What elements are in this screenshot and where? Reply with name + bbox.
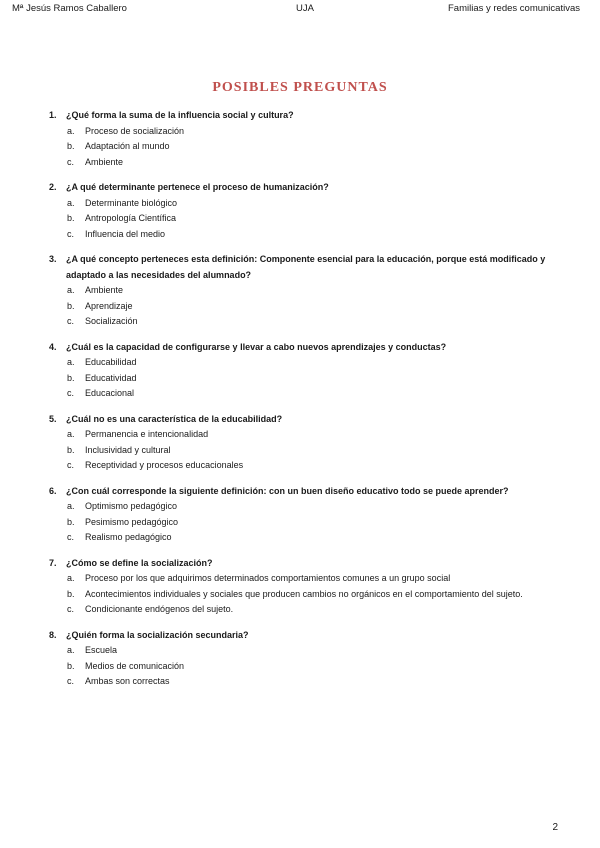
page-title: POSIBLES PREGUNTAS <box>212 80 388 95</box>
answer-option <box>0 530 600 546</box>
option-text: Determinante biológico <box>85 197 178 208</box>
question-label: ¿Cómo se define la socialización? <box>66 557 213 568</box>
question-item <box>0 484 600 546</box>
option-text: Socialización <box>85 316 138 326</box>
answer-option <box>0 227 600 243</box>
option-text: Ambiente <box>85 156 124 167</box>
question-text <box>0 412 600 428</box>
answer-option <box>0 602 600 618</box>
option-text: Condicionante endógenos del sujeto. <box>85 604 234 614</box>
option-text: Adaptación al mundo <box>85 141 170 151</box>
question-number: 4. <box>49 341 57 352</box>
question-item <box>0 180 600 242</box>
option-letter: b. <box>67 588 75 599</box>
answer-option <box>0 196 600 212</box>
question-label: ¿Qué forma la suma de la influencia social y cultura? <box>66 110 294 120</box>
option-text: Educabilidad <box>85 357 137 367</box>
question-number: 2. <box>49 182 57 192</box>
question-item <box>0 628 600 690</box>
answer-option <box>0 283 600 299</box>
question-text <box>0 252 600 283</box>
question-number: 8. <box>49 629 57 640</box>
question-number: 7. <box>49 557 57 568</box>
option-letter: c. <box>67 228 75 239</box>
answer-option <box>0 515 600 531</box>
question-text <box>0 484 600 500</box>
answer-option <box>0 674 600 690</box>
question-number: 3. <box>49 254 57 264</box>
option-letter: b. <box>67 213 75 223</box>
option-letter: b. <box>67 300 75 311</box>
page-header <box>12 3 580 17</box>
question-item <box>0 340 600 402</box>
answer-option <box>0 139 600 155</box>
header-subject: Familias y redes comunicativas <box>448 3 580 14</box>
question-number: 5. <box>49 413 57 424</box>
option-text: Permanencia e intencionalidad <box>85 429 209 439</box>
option-text: Influencia del medio <box>85 228 166 239</box>
question-text <box>0 628 600 644</box>
answer-option <box>0 571 600 587</box>
option-text: Realismo pedagógico <box>85 532 172 542</box>
option-text: Educacional <box>85 388 135 398</box>
answer-option <box>0 155 600 171</box>
question-text <box>0 180 600 196</box>
option-letter: a. <box>67 357 75 367</box>
question-text <box>0 556 600 572</box>
answer-option <box>0 643 600 659</box>
option-text: Pesimismo pedagógico <box>85 516 179 527</box>
question-number: 6. <box>49 485 57 496</box>
option-letter: a. <box>67 429 75 439</box>
option-text: Ambiente <box>85 285 124 295</box>
option-letter: c. <box>67 156 75 167</box>
option-letter: c. <box>67 460 75 470</box>
question-text <box>0 340 600 356</box>
answer-option <box>0 587 600 603</box>
answer-option <box>0 499 600 515</box>
option-letter: c. <box>67 316 75 326</box>
question-list <box>0 108 600 700</box>
option-letter: c. <box>67 532 75 542</box>
question-text <box>0 108 600 124</box>
option-letter: a. <box>67 645 75 655</box>
question-label: ¿Cuál es la capacidad de configurarse y llevar a cabo nuevos aprendizajes y conductas? <box>66 341 447 352</box>
answer-option <box>0 659 600 675</box>
option-letter: a. <box>67 125 75 136</box>
option-text: Proceso de socialización <box>85 125 185 136</box>
option-letter: b. <box>67 444 75 455</box>
option-text: Optimismo pedagógico <box>85 501 178 511</box>
option-letter: a. <box>67 285 75 295</box>
question-item <box>0 108 600 170</box>
question-item <box>0 412 600 474</box>
option-letter: c. <box>67 676 75 686</box>
answer-option <box>0 314 600 330</box>
answer-option <box>0 299 600 315</box>
question-label: ¿Con cuál corresponde la siguiente definición: con un buen diseño educativo todo se puede aprender? <box>66 485 509 496</box>
option-text: Aprendizaje <box>85 300 133 311</box>
option-letter: a. <box>67 197 75 208</box>
option-text: Escuela <box>85 645 118 655</box>
answer-option <box>0 427 600 443</box>
option-text: Medios de comunicación <box>85 660 185 671</box>
option-letter: a. <box>67 573 75 583</box>
header-institution: UJA <box>296 3 314 14</box>
option-letter: b. <box>67 141 75 151</box>
question-label: ¿A qué determinante pertenece el proceso de humanización? <box>66 182 329 192</box>
option-letter: b. <box>67 516 75 527</box>
answer-option <box>0 458 600 474</box>
header-author: Mª Jesús Ramos Caballero <box>12 3 127 14</box>
option-text: Acontecimientos individuales y sociales que producen cambios no orgánicos en el comportamiento del sujeto. <box>85 588 523 599</box>
option-text: Antropología Científica <box>85 213 177 223</box>
page-number: 2 <box>552 822 558 833</box>
option-letter: a. <box>67 501 75 511</box>
answer-option <box>0 355 600 371</box>
answer-option <box>0 386 600 402</box>
option-letter: b. <box>67 372 75 383</box>
question-label: ¿A qué concepto perteneces esta definición: Componente esencial para la educación, porque está modificado y adaptado a las necesidades del alumnado? <box>66 254 546 280</box>
option-letter: c. <box>67 604 75 614</box>
answer-option <box>0 211 600 227</box>
option-letter: b. <box>67 660 75 671</box>
question-number: 1. <box>49 110 57 120</box>
question-item <box>0 556 600 618</box>
answer-option <box>0 371 600 387</box>
option-text: Proceso por los que adquirimos determinados comportamientos comunes a un grupo social <box>85 573 451 583</box>
option-text: Inclusividad y cultural <box>85 444 171 455</box>
answer-option <box>0 124 600 140</box>
question-label: ¿Cuál no es una característica de la educabilidad? <box>66 413 283 424</box>
option-text: Receptividad y procesos educacionales <box>85 460 244 470</box>
question-label: ¿Quién forma la socialización secundaria? <box>66 629 249 640</box>
question-item <box>0 252 600 330</box>
option-text: Ambas son correctas <box>85 676 170 686</box>
option-letter: c. <box>67 388 75 398</box>
option-text: Educatividad <box>85 372 137 383</box>
answer-option <box>0 443 600 459</box>
